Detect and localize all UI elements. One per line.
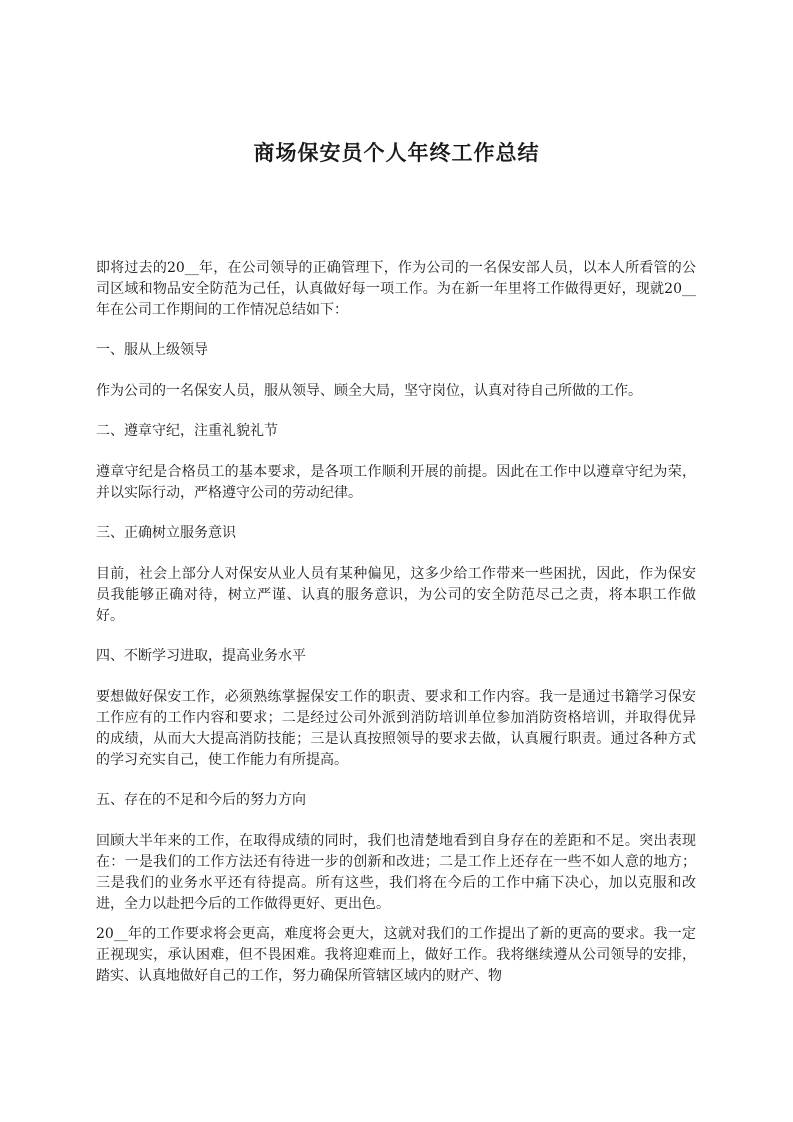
- section-heading-4: 四、不断学习进取，提高业务水平: [96, 648, 306, 664]
- intro-paragraph: 即将过去的20__年，在公司领导的正确管理下，作为公司的一名保安部人员，以本人所看管的公司区域和物品安全防范为己任，认真做好每一项工作。为在新一年里将工作做得更好，现就20__年在公司工作期间的工作情况总结如下：: [96, 260, 696, 318]
- page-title: 商场保安员个人年终工作总结: [253, 141, 540, 165]
- section-heading-5: 五、存在的不足和今后的努力方向: [96, 792, 306, 808]
- section-paragraph-3: 目前，社会上部分人对保安从业人员有某种偏见，这多少给工作带来一些困扰，因此，作为保安员我能够正确对待，树立严谨、认真的服务意识，为公司的安全防范尽己之责，将本职工作做好。: [96, 566, 696, 624]
- section-paragraph-1: 作为公司的一名保安人员，服从领导、顾全大局，坚守岗位，认真对待自己所做的工作。: [96, 383, 642, 399]
- document-body: [96, 258, 696, 1006]
- section-paragraph-2: 遵章守纪是合格员工的基本要求，是各项工作顺利开展的前提。因此在工作中以遵章守纪为荣，并以实际行动，严格遵守公司的劳动纪律。: [96, 464, 696, 501]
- section-paragraph-5: 回顾大半年来的工作，在取得成绩的同时，我们也清楚地看到自身存在的差距和不足。突出表现在：一是我们的工作方法还有待进一步的创新和改进；二是工作上还存在一些不如人意的地方；三是我们的业务水平还有待提高。所有这些，我们将在今后的工作中痛下决心，加以克服和改进，全力以赴把今后的工作做得更好、更出色。: [96, 833, 696, 912]
- section-paragraph-4: 要想做好保安工作，必须熟练掌握保安工作的职责、要求和工作内容。我一是通过书籍学习保安工作应有的工作内容和要求；二是经过公司外派到消防培训单位参加消防资格培训，并取得优异的成绩，从而大大提高消防技能；三是认真按照领导的要求去做，认真履行职责。通过各种方式的学习充实自己，使工作能力有所提高。: [96, 689, 696, 768]
- section-heading-1: 一、服从上级领导: [96, 342, 208, 358]
- section-heading-3: 三、正确树立服务意识: [96, 525, 236, 541]
- closing-paragraph: 20__年的工作要求将会更高，难度将会更大，这就对我们的工作提出了新的更高的要求。我一定正视现实，承认困难，但不畏困难。我将迎难而上，做好工作。我将继续遵从公司领导的安排，踏实、认真地做好自己的工作，努力确保所管辖区域内的财产、物: [96, 926, 696, 984]
- section-heading-2: 二、遵章守纪，注重礼貌礼节: [96, 423, 278, 439]
